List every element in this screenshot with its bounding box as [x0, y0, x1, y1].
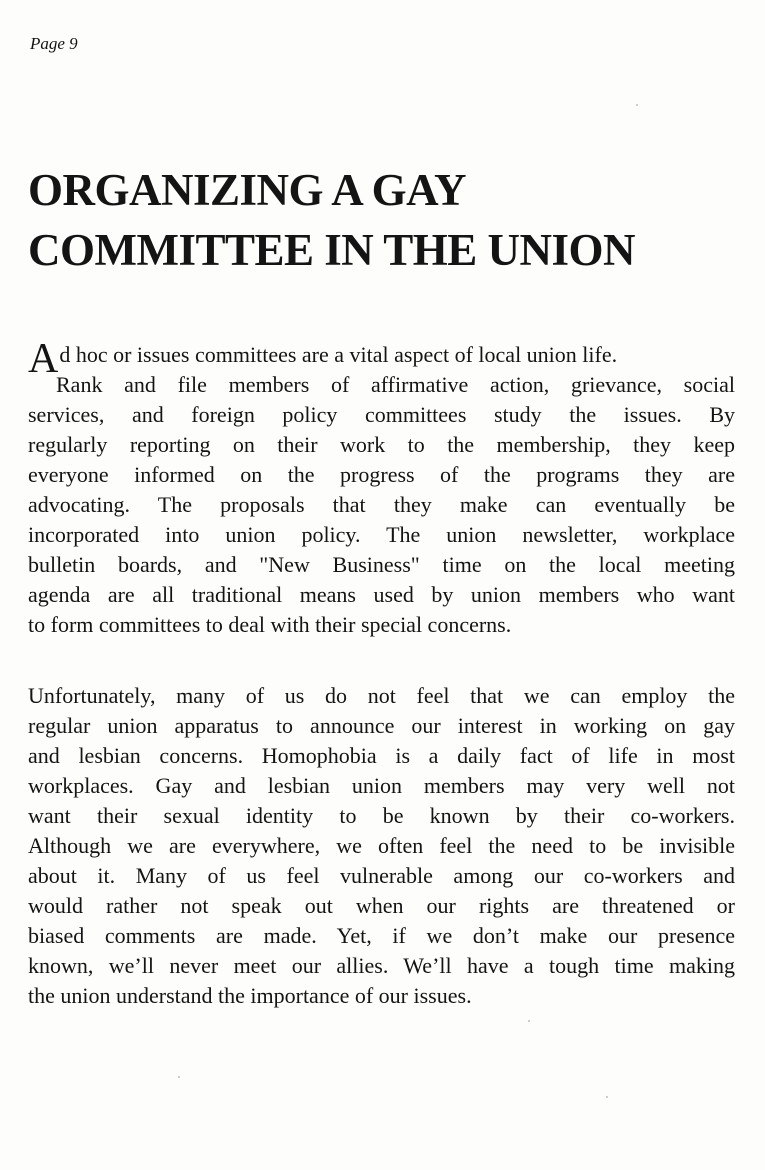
paragraph-line: biased comments are made. Yet, if we don’t make our presence	[28, 923, 735, 948]
scan-speck	[606, 1096, 608, 1098]
paragraph-line: known, we’ll never meet our allies. We’ll have a tough time making	[28, 953, 735, 978]
scan-speck	[528, 1020, 530, 1022]
title-line: COMMITTEE IN THE UNION	[28, 225, 636, 275]
drop-cap: A	[28, 336, 59, 382]
paragraph-line: the union understand the importance of our issues.	[28, 983, 472, 1008]
paragraph-committees	[28, 336, 735, 640]
paragraph-line: agenda are all traditional means used by union members who want	[28, 582, 735, 607]
paragraph-line: advocating. The proposals that they make can eventually be	[28, 492, 735, 517]
paragraph-line: Unfortunately, many of us do not feel that we can employ the	[28, 683, 735, 708]
paragraph-line: bulletin boards, and "New Business" time on the local meeting	[28, 552, 735, 577]
paragraph-line-text: d hoc or issues committees are a vital aspect of local union life.	[59, 342, 618, 367]
paragraph-line: everyone informed on the progress of the programs they are	[28, 462, 735, 487]
paragraph-line: services, and foreign policy committees study the issues. By	[28, 402, 735, 427]
paragraph-line	[28, 336, 735, 382]
page-number: Page 9	[30, 34, 78, 53]
paragraph-line: workplaces. Gay and lesbian union members may very well not	[28, 773, 735, 798]
scan-speck	[636, 104, 638, 106]
paragraph-line: would rather not speak out when our rights are threatened or	[28, 893, 735, 918]
paragraph-line: and lesbian concerns. Homophobia is a daily fact of life in most	[28, 743, 735, 768]
paragraph-line: Although we are everywhere, we often feel the need to be invisible	[28, 833, 735, 858]
scan-speck	[178, 1076, 180, 1078]
paragraph-line: regularly reporting on their work to the membership, they keep	[28, 432, 735, 457]
paragraph-homophobia	[28, 681, 735, 1011]
paragraph-line: incorporated into union policy. The union newsletter, workplace	[28, 522, 735, 547]
paragraph-line: about it. Many of us feel vulnerable among our co-workers and	[28, 863, 735, 888]
paragraph-line: want their sexual identity to be known by their co-workers.	[28, 803, 735, 828]
page-title	[28, 160, 748, 280]
paragraph-line: regular union apparatus to announce our interest in working on gay	[28, 713, 735, 738]
paragraph-line: to form committees to deal with their special concerns.	[28, 612, 512, 637]
title-line: ORGANIZING A GAY	[28, 165, 466, 215]
paragraph-line: Rank and file members of affirmative action, grievance, social	[56, 372, 735, 397]
